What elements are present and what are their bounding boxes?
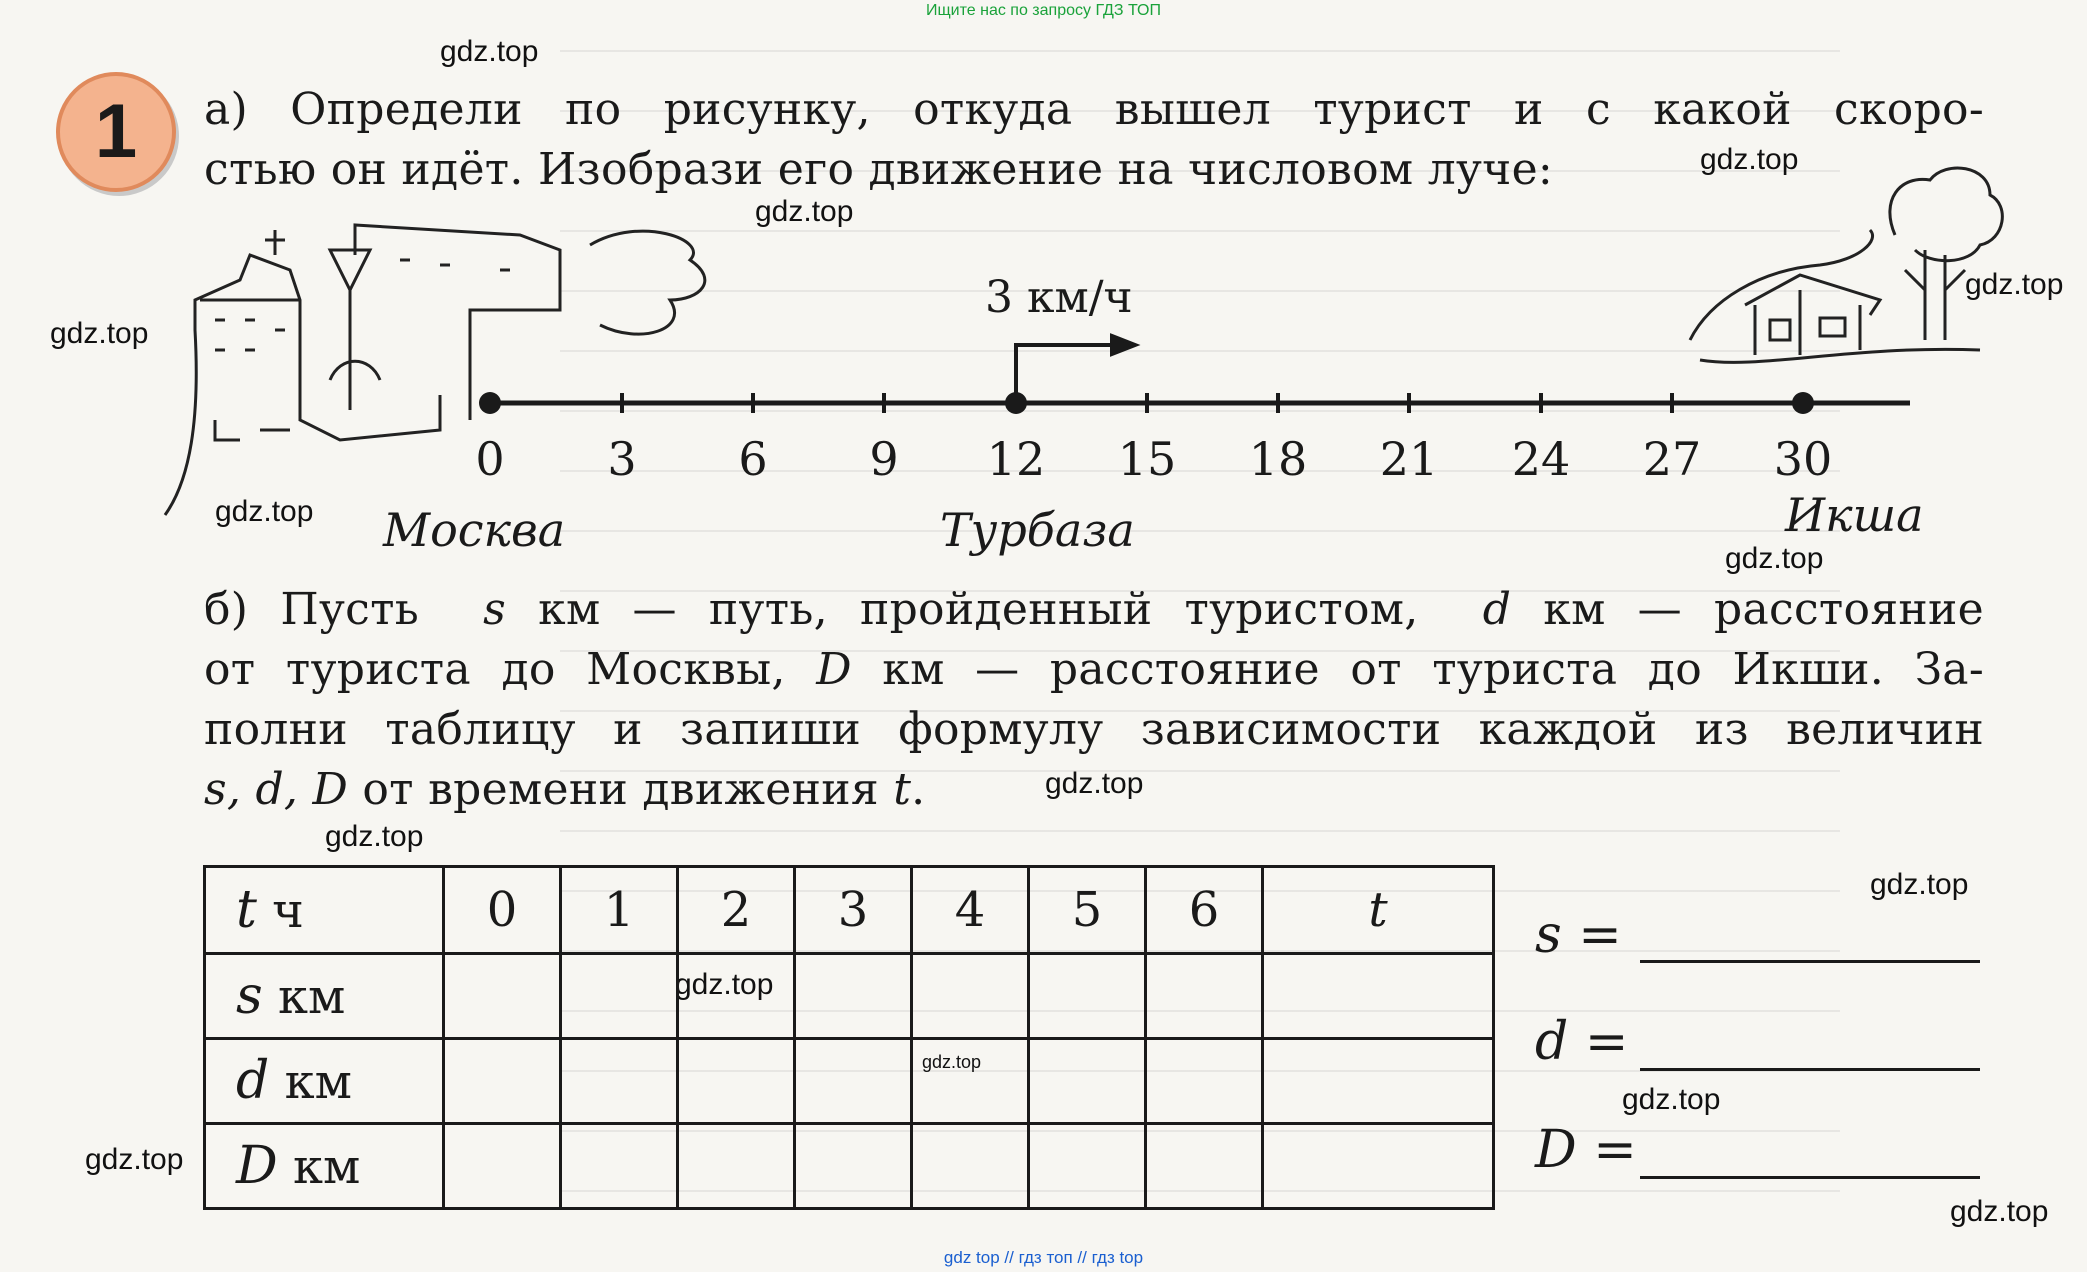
unit: км [284, 1054, 352, 1110]
formula-s-line[interactable] [1640, 960, 1980, 963]
watermark: gdz.top [1950, 1195, 2049, 1228]
formula-s-label: s = [1535, 905, 1622, 965]
table-cell[interactable] [1146, 1039, 1263, 1124]
part-b-text [204, 580, 1984, 820]
table-header-row [205, 867, 1494, 954]
unit: км [292, 1139, 361, 1195]
var-d: d [1482, 584, 1512, 635]
watermark: gdz.top [440, 35, 539, 68]
column-header: 6 [1146, 867, 1263, 954]
var-t: t [236, 880, 257, 940]
tick-label: 6 [738, 432, 768, 486]
start-point [479, 392, 501, 414]
text: км — расстояние от туриста до Икши. За- [882, 644, 1984, 695]
watermark: gdz.top [1700, 143, 1799, 176]
part-b-line-2 [204, 640, 1984, 700]
table-cell[interactable] [912, 954, 1029, 1039]
watermark: gdz.top [1045, 767, 1144, 800]
table-row [205, 1039, 1494, 1124]
table-cell[interactable] [1263, 1124, 1494, 1209]
table-cell[interactable] [561, 1124, 678, 1209]
var-s: s [483, 584, 507, 635]
table-row [205, 954, 1494, 1039]
tick-label: 24 [1511, 432, 1571, 486]
column-header: 2 [678, 867, 795, 954]
watermark: gdz.top [1725, 542, 1824, 575]
table-row [205, 1124, 1494, 1209]
text: . [911, 764, 926, 815]
tick-label: 9 [869, 432, 899, 486]
column-header: 1 [561, 867, 678, 954]
text: от времени движения [362, 764, 879, 815]
header-label [205, 867, 444, 954]
city-tourbase: Турбаза [940, 503, 1135, 557]
tick-label: 27 [1642, 432, 1702, 486]
column-header: 4 [912, 867, 1029, 954]
table-cell[interactable] [678, 1039, 795, 1124]
part-a-line-1: а) Определи по рисунку, откуда вышел турист и с какой скоро- [204, 84, 1984, 135]
text: б) Пусть [204, 584, 420, 635]
watermark: gdz.top [50, 317, 149, 350]
var-s: s [236, 966, 263, 1026]
speed-arrow [1016, 336, 1135, 403]
var-D: D [236, 1136, 278, 1196]
header-note: Ищите нас по запросу ГДЗ ТОП [926, 2, 1161, 19]
watermark: gdz.top [1870, 868, 1969, 901]
var-D: D [816, 644, 852, 695]
vars-sdD: s, d, D [204, 764, 349, 815]
table-cell[interactable] [912, 1039, 1029, 1124]
table-cell[interactable] [1146, 954, 1263, 1039]
table-cell[interactable] [561, 954, 678, 1039]
tick-label: 21 [1379, 432, 1439, 486]
end-point [1792, 392, 1814, 414]
formula-D-line[interactable] [1640, 1176, 1980, 1179]
var-t: t [893, 764, 912, 815]
tick-label: 3 [607, 432, 637, 486]
row-label [205, 954, 444, 1039]
watermark: gdz.top [922, 1052, 982, 1072]
footer-note: gdz top // гдз топ // гдз top [943, 1248, 1144, 1267]
column-header: 3 [795, 867, 912, 954]
watermark: gdz.top [1622, 1083, 1721, 1116]
table-cell[interactable] [444, 1124, 561, 1209]
watermark: gdz.top [325, 820, 424, 853]
table-cell[interactable] [1029, 1039, 1146, 1124]
table-cell[interactable] [1263, 1039, 1494, 1124]
part-b-line-4 [204, 764, 925, 815]
var-d: d [236, 1051, 270, 1111]
table-cell[interactable] [795, 954, 912, 1039]
part-b-line-1 [204, 580, 1984, 640]
table-cell[interactable] [1263, 954, 1494, 1039]
watermark: gdz.top [675, 968, 774, 1001]
formula-d-line[interactable] [1640, 1068, 1980, 1071]
part-b-line-3: полни таблицу и запиши формулу зависимости каждой из величин [204, 704, 1984, 755]
task-number: 1 [94, 89, 138, 174]
unit: ч [272, 883, 304, 939]
unit: км [277, 969, 346, 1025]
table-cell[interactable] [561, 1039, 678, 1124]
formula-D-label: D = [1535, 1120, 1637, 1180]
table-cell[interactable] [678, 1124, 795, 1209]
row-label [205, 1039, 444, 1124]
tick-label: 30 [1773, 432, 1833, 486]
speed-label: 3 км/ч [985, 272, 1133, 323]
column-header: t [1263, 867, 1494, 954]
table-cell[interactable] [795, 1124, 912, 1209]
table-cell[interactable] [795, 1039, 912, 1124]
table-cell[interactable] [1146, 1124, 1263, 1209]
table-cell[interactable] [444, 1039, 561, 1124]
column-header: 5 [1029, 867, 1146, 954]
tick-label: 15 [1117, 432, 1177, 486]
table-cell[interactable] [444, 954, 561, 1039]
text: км — путь, пройденный туристом, [538, 584, 1419, 635]
text: км — расстояние [1543, 584, 1984, 635]
tick-label: 12 [986, 432, 1046, 486]
row-label [205, 1124, 444, 1209]
table-cell[interactable] [912, 1124, 1029, 1209]
city-moscow: Москва [383, 503, 566, 557]
watermark: gdz.top [215, 495, 314, 528]
table-cell[interactable] [1029, 1124, 1146, 1209]
city-iksha: Икша [1785, 488, 1924, 542]
watermark: gdz.top [755, 195, 854, 228]
table-cell[interactable] [678, 954, 795, 1039]
part-a-line-2: стью он идёт. Изобрази его движение на числовом луче: [204, 144, 1554, 195]
text: от туриста до Москвы, [204, 644, 786, 695]
watermark: gdz.top [85, 1143, 184, 1176]
tick-label: 18 [1248, 432, 1308, 486]
values-table [203, 865, 1495, 1210]
formula-d-label: d = [1535, 1012, 1629, 1072]
column-header: 0 [444, 867, 561, 954]
tick-label: 0 [475, 432, 505, 486]
watermark: gdz.top [1965, 268, 2064, 301]
table-cell[interactable] [1029, 954, 1146, 1039]
iksha-illustration [1690, 168, 2002, 362]
